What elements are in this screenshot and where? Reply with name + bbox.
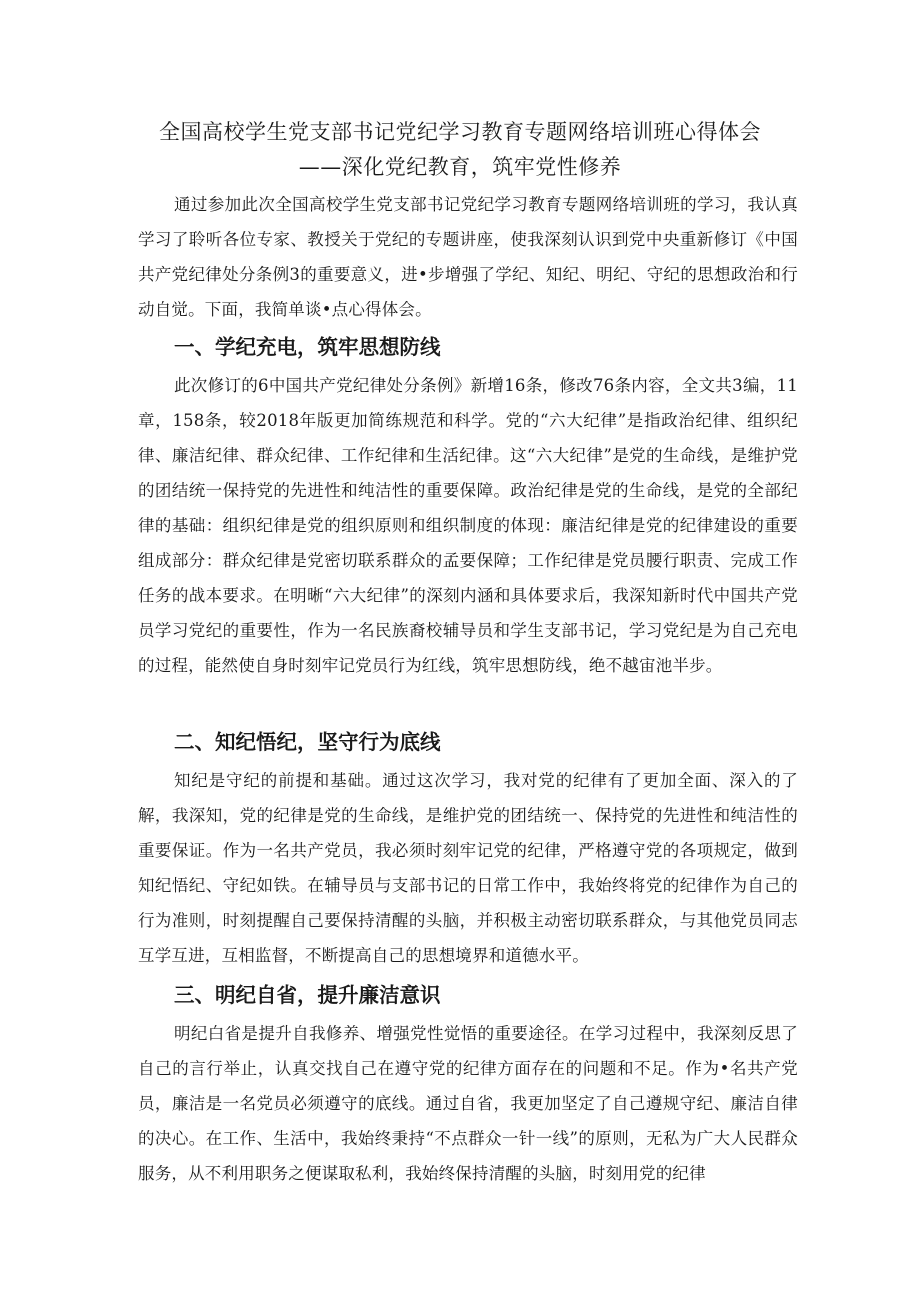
section-3-heading: 三、明纪自省，提升廉洁意识 xyxy=(174,983,441,1007)
section-1-paragraph: 此次修订的6中国共产党纪律处分条例》新增16条，修改76条内容，全文共3编，11章，158条，较2018年版更加简练规范和科学。党的“六大纪律”是指政治纪律、组织纪律、廉洁纪律、群众纪律、工作纪律和生活纪律。这“六大纪律”是党的生命线，是维护党的团结统一保持党的先进性和纯洁性的重要保障。政治纪律是党的生命线，是党的全部纪律的基础：组织纪律是党的组织原则和组织制度的体现：廉洁纪律是党的纪律建设的重要组成部分：群众纪律是党密切联系群众的孟要保障；工作纪律是党员腰行职责、完成工作任务的战本要求。在明晰“六大纪律”的深刻内涵和具体要求后，我深知新时代中国共产党员学习党纪的重要性，作为一名民族裔校辅导员和学生支部书记，学习党纪是为自己充电的过程，能然使自身时刻牢记党员行为红线，筑牢思想防线，绝不越宙池半步。 xyxy=(138,376,798,675)
section-3-paragraph: 明纪白省是提升自我修养、增强党性觉悟的重要途径。在学习过程中，我深刻反思了自己的言行举止，认真交找自己在遵守党的纪律方面存在的问题和不足。作为•名共产党员，廉洁是一名党员必须遵守的底线。通过自省，我更加坚定了自己遵规守纪、廉洁自律的决心。在工作、生活中，我始终秉持“不点群众一针一线”的原则，无私为广大人民群众服务，从不利用职务之便谋取私利，我始终保持清醒的头脑，时刻用党的纪律 xyxy=(138,1024,798,1183)
intro-paragraph: 通过参加此次全国高校学生党支部书记党纪学习教育专题网络培训班的学习，我认真学习了聆听各位专家、教授关于党纪的专题讲座，使我深刻认识到党中央重新修订《中国共产党纪律处分条例3的重要意义，进•步增强了学纪、知纪、明纪、守纪的思想政治和行动自觉。下面，我简单谈•点心得体会。 xyxy=(138,195,798,319)
section-1-heading: 一、学纪充电，筑牢思想防线 xyxy=(174,335,441,359)
document-title: 全国高校学生党支部书记党纪学习教育专题网络培训班心得体会 xyxy=(159,120,761,144)
section-2-heading: 二、知纪悟纪，坚守行为底线 xyxy=(174,730,441,754)
section-2-paragraph: 知纪是守纪的前提和基础。通过这次学习，我对党的纪律有了更加全面、深入的了解，我深知，党的纪律是党的生命线，是维护党的团结统一、保持党的先进性和纯洁性的重要保证。作为一名共产党员，我必须时刻牢记党的纪律，严格遵守党的各项规定，做到知纪悟纪、守纪如铁。在辅导员与支部书记的日常工作中，我始终将党的纪律作为自己的行为准则，时刻提醒自己要保持清醒的头脑，并积极主动密切联系群众，与其他党员同志互学互进，互相监督，不断提高自己的思想境界和道德水平。 xyxy=(138,771,798,965)
document-subtitle: ——深化党纪教育，筑牢党性修养 xyxy=(298,155,622,179)
